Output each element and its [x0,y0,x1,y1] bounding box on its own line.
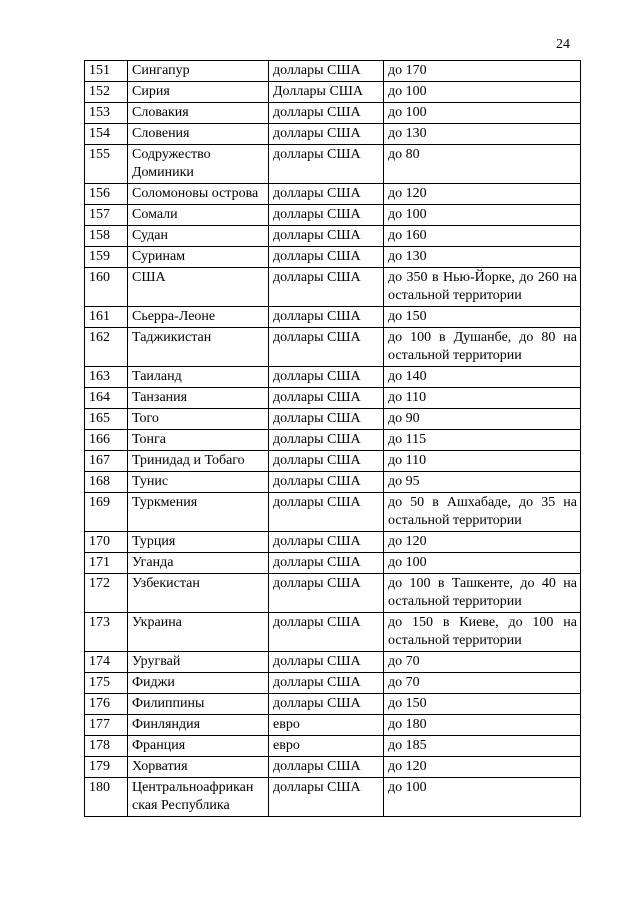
currency: евро [269,736,384,757]
allowance-limit: до 100 в Ташкенте, до 40 на остальной территории [384,574,581,613]
currency: доллары США [269,268,384,307]
allowance-limit: до 100 [384,82,581,103]
row-number: 174 [85,652,128,673]
row-number: 180 [85,778,128,817]
table-row [85,409,581,430]
table-row [85,715,581,736]
allowance-limit: до 150 [384,307,581,328]
table-row [85,778,581,817]
currency: евро [269,715,384,736]
row-number: 177 [85,715,128,736]
country-name: Туркмения [128,493,269,532]
country-name: Тринидад и Тобаго [128,451,269,472]
currency: доллары США [269,145,384,184]
table-row [85,613,581,652]
table-body [85,61,581,817]
allowance-limit: до 80 [384,145,581,184]
currency: доллары США [269,553,384,574]
allowance-limit: до 100 [384,103,581,124]
table-row [85,652,581,673]
currency: доллары США [269,532,384,553]
country-name: Тунис [128,472,269,493]
allowance-limit: до 95 [384,472,581,493]
country-name: Финляндия [128,715,269,736]
currency: доллары США [269,124,384,145]
table-row [85,694,581,715]
row-number: 166 [85,430,128,451]
country-name: Словения [128,124,269,145]
country-name: Центральноафрикан ская Республика [128,778,269,817]
table-row [85,247,581,268]
row-number: 160 [85,268,128,307]
allowance-limit: до 120 [384,532,581,553]
currency: доллары США [269,493,384,532]
allowance-limit: до 70 [384,652,581,673]
country-name: Сирия [128,82,269,103]
row-number: 155 [85,145,128,184]
country-name: Тонга [128,430,269,451]
currency: доллары США [269,388,384,409]
allowance-limit: до 70 [384,673,581,694]
row-number: 158 [85,226,128,247]
table-row [85,328,581,367]
table-row [85,61,581,82]
currency: доллары США [269,694,384,715]
allowance-limit: до 150 в Киеве, до 100 на остальной территории [384,613,581,652]
allowance-table [84,60,581,817]
table-row [85,493,581,532]
allowance-limit: до 100 [384,205,581,226]
row-number: 169 [85,493,128,532]
row-number: 171 [85,553,128,574]
table-row [85,472,581,493]
row-number: 162 [85,328,128,367]
table-row [85,532,581,553]
row-number: 176 [85,694,128,715]
currency: доллары США [269,472,384,493]
country-name: Сомали [128,205,269,226]
currency: доллары США [269,652,384,673]
allowance-limit: до 150 [384,694,581,715]
currency: доллары США [269,61,384,82]
table-row [85,205,581,226]
allowance-limit: до 50 в Ашхабаде, до 35 на остальной территории [384,493,581,532]
row-number: 175 [85,673,128,694]
currency: доллары США [269,757,384,778]
table-row [85,430,581,451]
currency: доллары США [269,613,384,652]
row-number: 152 [85,82,128,103]
currency: доллары США [269,307,384,328]
allowance-limit: до 350 в Нью-Йорке, до 260 на остальной территории [384,268,581,307]
country-name: Филиппины [128,694,269,715]
country-name: Уругвай [128,652,269,673]
country-name: Турция [128,532,269,553]
country-name: США [128,268,269,307]
table-row [85,82,581,103]
row-number: 157 [85,205,128,226]
row-number: 178 [85,736,128,757]
table-row [85,736,581,757]
row-number: 161 [85,307,128,328]
country-name: Словакия [128,103,269,124]
row-number: 154 [85,124,128,145]
allowance-limit: до 180 [384,715,581,736]
row-number: 159 [85,247,128,268]
table-row [85,553,581,574]
row-number: 163 [85,367,128,388]
allowance-limit: до 100 [384,778,581,817]
currency: доллары США [269,409,384,430]
allowance-limit: до 110 [384,388,581,409]
country-name: Хорватия [128,757,269,778]
table-row [85,673,581,694]
allowance-limit: до 110 [384,451,581,472]
row-number: 153 [85,103,128,124]
currency: доллары США [269,205,384,226]
currency: доллары США [269,430,384,451]
currency: доллары США [269,367,384,388]
country-name: Сингапур [128,61,269,82]
currency: доллары США [269,184,384,205]
country-name: Того [128,409,269,430]
country-name: Таджикистан [128,328,269,367]
row-number: 167 [85,451,128,472]
country-name: Уганда [128,553,269,574]
row-number: 156 [85,184,128,205]
country-name: Судан [128,226,269,247]
country-name: Сьерра-Леоне [128,307,269,328]
row-number: 164 [85,388,128,409]
allowance-limit: до 120 [384,757,581,778]
country-name: Суринам [128,247,269,268]
table-row [85,184,581,205]
table-row [85,124,581,145]
currency: доллары США [269,451,384,472]
table-row [85,103,581,124]
currency: доллары США [269,226,384,247]
table-row [85,574,581,613]
allowance-limit: до 90 [384,409,581,430]
currency: доллары США [269,574,384,613]
table-row [85,268,581,307]
row-number: 170 [85,532,128,553]
allowance-limit: до 130 [384,124,581,145]
table-row [85,757,581,778]
table-row [85,367,581,388]
allowance-limit: до 115 [384,430,581,451]
allowance-limit: до 130 [384,247,581,268]
table-row [85,307,581,328]
country-name: Фиджи [128,673,269,694]
allowance-limit: до 100 в Душанбе, до 80 на остальной территории [384,328,581,367]
country-name: Украина [128,613,269,652]
row-number: 172 [85,574,128,613]
page-number: 24 [556,37,570,52]
row-number: 173 [85,613,128,652]
allowance-limit: до 170 [384,61,581,82]
allowance-limit: до 185 [384,736,581,757]
country-name: Танзания [128,388,269,409]
currency: доллары США [269,103,384,124]
table-row [85,388,581,409]
allowance-limit: до 140 [384,367,581,388]
table-row [85,226,581,247]
table-row [85,145,581,184]
table-row [85,451,581,472]
currency: доллары США [269,247,384,268]
country-name: Франция [128,736,269,757]
currency: доллары США [269,673,384,694]
row-number: 179 [85,757,128,778]
allowance-limit: до 160 [384,226,581,247]
country-name: Узбекистан [128,574,269,613]
country-name: Содружество Доминики [128,145,269,184]
allowance-limit: до 120 [384,184,581,205]
currency: Доллары США [269,82,384,103]
row-number: 165 [85,409,128,430]
currency: доллары США [269,778,384,817]
country-name: Соломоновы острова [128,184,269,205]
country-name: Таиланд [128,367,269,388]
row-number: 151 [85,61,128,82]
row-number: 168 [85,472,128,493]
currency: доллары США [269,328,384,367]
allowance-limit: до 100 [384,553,581,574]
